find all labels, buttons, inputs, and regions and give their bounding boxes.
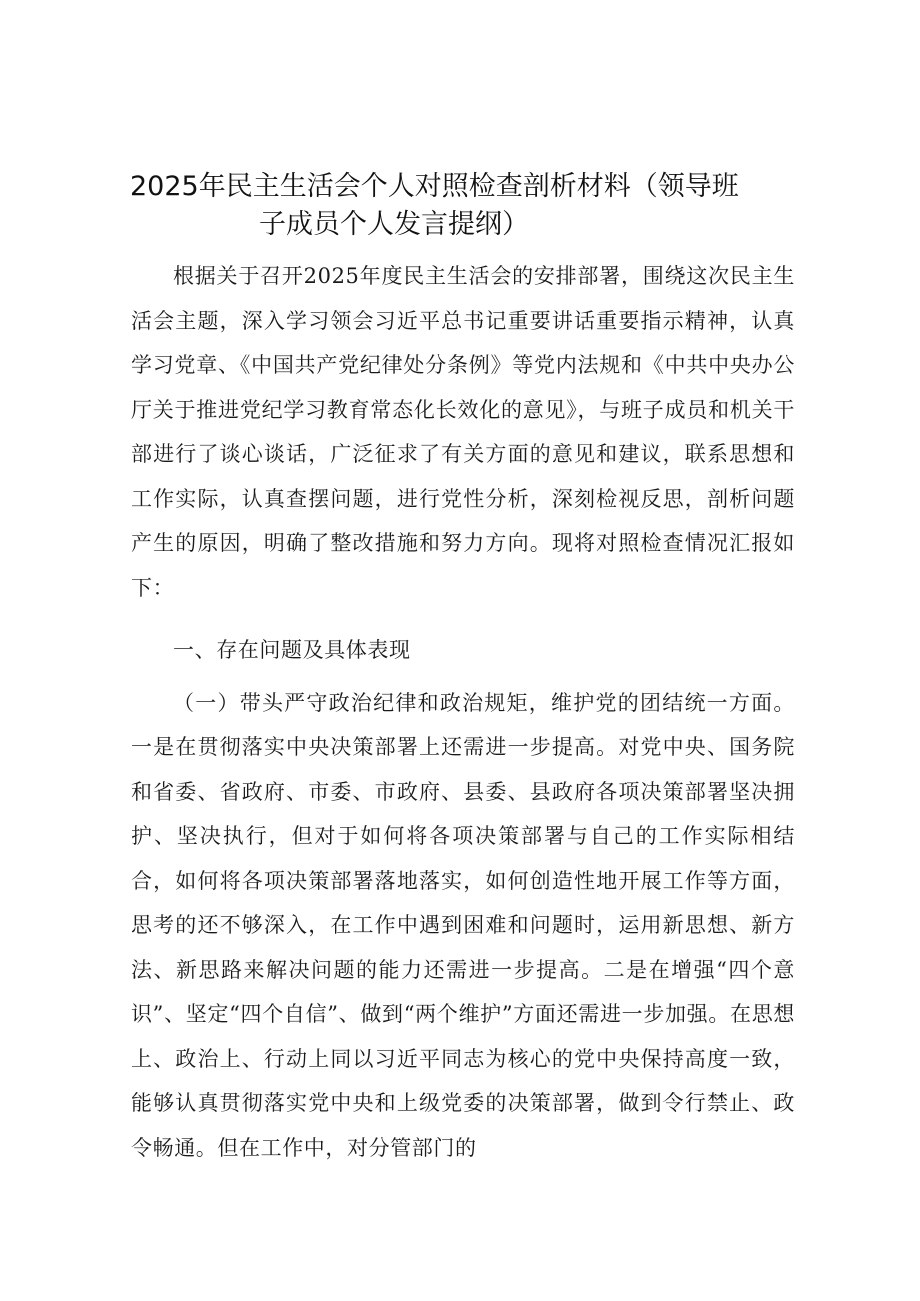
section-paragraph: （一）带头严守政治纪律和政治规矩，维护党的团结统一方面。一是在贯彻落实中央决策部署上还需进一步提高。对党中央、国务院和省委、省政府、市委、市政府、县委、县政府各项决策部署坚决拥护、坚决执行，但对于如何将各项决策部署与自己的工作实际相结合，如何将各项决策部署落地落实，如何创造性地开展工作等方面，思考的还不够深入，在工作中遇到困难和问题时，运用新思想、新方法、新思路来解决问题的能力还需进一步提高。二是在增强“四个意识”、坚定“四个自信”、做到“两个维护”方面还需进一步加强。在思想上、政治上、行动上同以习近平同志为核心的党中央保持高度一致，能够认真贯彻落实党中央和上级党委的决策部署，做到令行禁止、政令畅通。但在工作中，对分管部门的 [131,690,795,1160]
document-body [131,254,795,1170]
document-title-line-1: 2025年民主生活会个人对照检查剖析材料（领导班 [130,171,739,202]
document-title [130,168,810,244]
section-heading: 一、存在问题及具体表现 [173,638,411,662]
document-title-line-2: 子成员个人发言提纲） [259,209,529,240]
intro-paragraph: 根据关于召开2025年度民主生活会的安排部署，围绕这次民主生活会主题，深入学习领会习近平总书记重要讲话重要指示精神，认真学习党章、《中国共产党纪律处分条例》等党内法规和《中共中央办公厅关于推进党纪学习教育常态化长效化的意见》，与班子成员和机关干部进行了谈心谈话，广泛征求了有关方面的意见和建议，联系思想和工作实际，认真查摆问题，进行党性分析，深刻检视反思，剖析问题产生的原因，明确了整改措施和努力方向。现将对照检查情况汇报如下： [131,264,795,600]
